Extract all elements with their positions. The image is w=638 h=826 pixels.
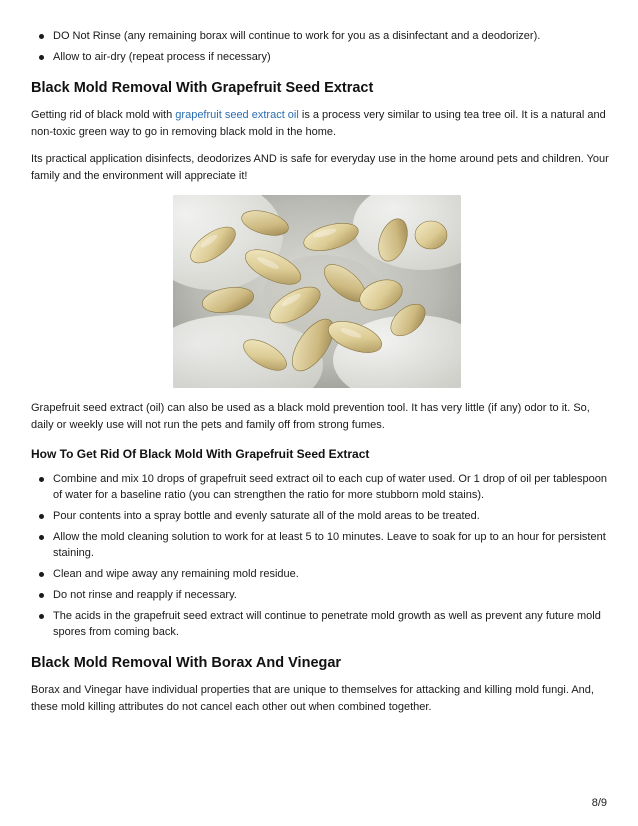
list-item: Pour contents into a spray bottle and evenly saturate all of the mold areas to be treated. xyxy=(31,508,609,524)
grapefruit-seeds-photo xyxy=(173,195,461,388)
list-item: Do not rinse and reapply if necessary. xyxy=(31,587,609,603)
list-item: Allow the mold cleaning solution to work for at least 5 to 10 minutes. Leave to soak for up to an hour for persistent staining. xyxy=(31,529,609,561)
paragraph-text: Getting rid of black mold with xyxy=(31,109,176,121)
section-heading-borax-vinegar: Black Mold Removal With Borax And Vinegar xyxy=(31,655,342,671)
list-item: DO Not Rinse (any remaining borax will continue to work for you as a disinfectant and a deodorizer). xyxy=(31,28,609,44)
paragraph-text: is a process very similar to using tea tree oil. It is a natural and non-toxic green way to go in removing black mold in the home. xyxy=(31,109,606,138)
list-item: The acids in the grapefruit seed extract will continue to penetrate mold growth as well as prevent any future mold spores from coming back. xyxy=(31,608,609,640)
section-heading-grapefruit: Black Mold Removal With Grapefruit Seed Extract xyxy=(31,80,374,96)
list-item: Clean and wipe away any remaining mold residue. xyxy=(31,566,609,582)
page-number: 8/9 xyxy=(591,797,607,809)
list-item: Combine and mix 10 drops of grapefruit seed extract oil to each cup of water used. Or 1 drop of oil per tablespoon of water for a baseline ratio (you can strengthen the ratio for more stubborn mold stains). xyxy=(31,471,609,503)
paragraph-intro xyxy=(31,107,609,141)
grapefruit-seed-extract-link[interactable]: grapefruit seed extract oil xyxy=(175,109,299,121)
page-content xyxy=(31,28,609,726)
paragraph-benefits: Its practical application disinfects, deodorizes AND is safe for everyday use in the home around pets and children. Your family and the environment will appreciate it! xyxy=(31,153,609,182)
list-item: Allow to air-dry (repeat process if necessary) xyxy=(31,49,609,65)
paragraph-prevention: Grapefruit seed extract (oil) can also be used as a black mold prevention tool. It has very little (if any) odor to it. So, daily or weekly use will not run the pets and family off from strong fumes. xyxy=(31,402,590,431)
top-bullet-list xyxy=(31,28,609,65)
paragraph-borax-vinegar: Borax and Vinegar have individual properties that are unique to themselves for attacking and killing mold fungi. And, these mold killing attributes do not cancel each other out when combined together. xyxy=(31,684,594,713)
how-to-steps-list xyxy=(31,471,609,640)
section-heading-how-to: How To Get Rid Of Black Mold With Grapefruit Seed Extract xyxy=(31,447,370,461)
